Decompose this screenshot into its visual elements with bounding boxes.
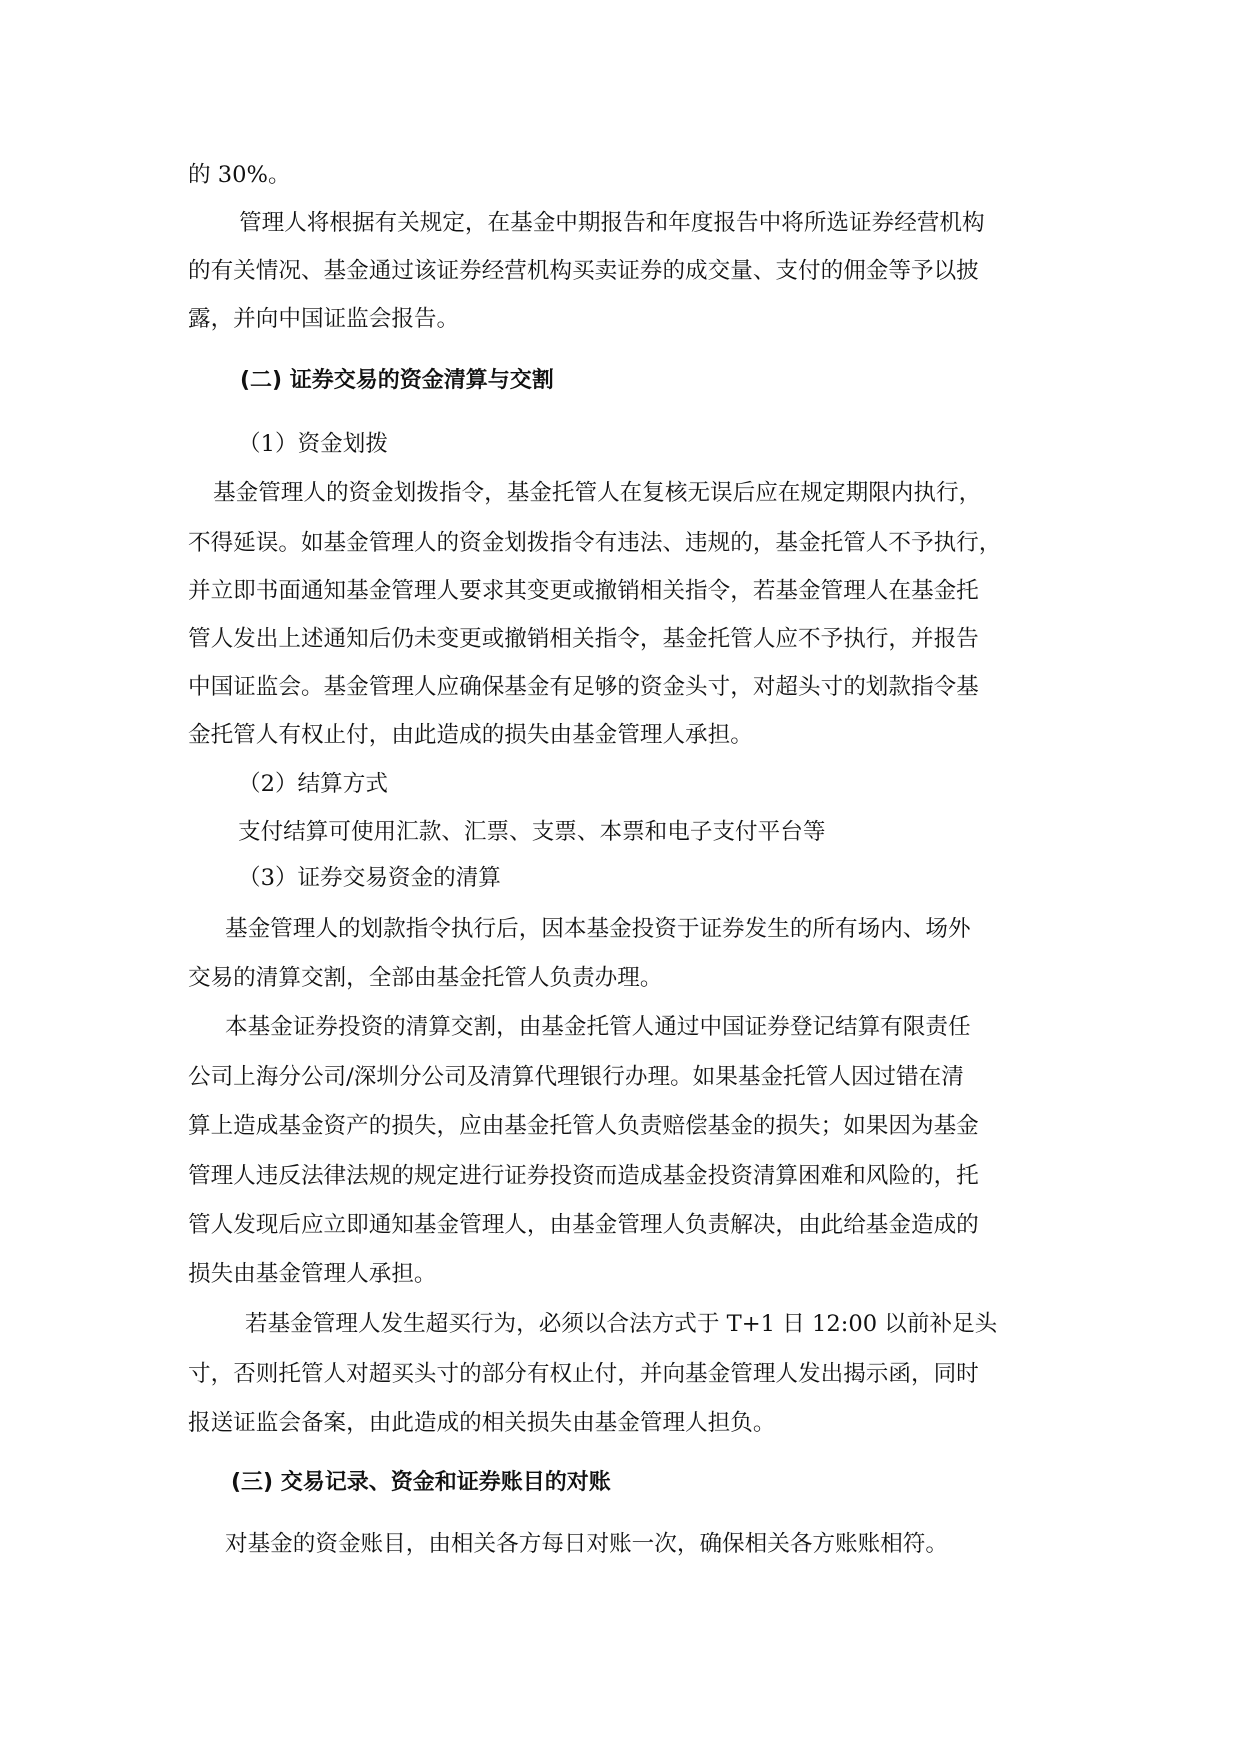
subsection-title: （3）证券交易资金的清算 <box>238 865 501 891</box>
paragraph-line: 管理人将根据有关规定，在基金中期报告和年度报告中将所选证券经营机构 <box>239 210 985 236</box>
paragraph-line: 的有关情况、基金通过该证券经营机构买卖证券的成交量、支付的佣金等予以披 <box>188 258 979 284</box>
paragraph-line: 报送证监会备案，由此造成的相关损失由基金管理人担负。 <box>188 1410 776 1436</box>
paragraph-line: 管人发现后应立即通知基金管理人，由基金管理人负责解决，由此给基金造成的 <box>188 1212 979 1238</box>
paragraph-line: 不得延误。如基金管理人的资金划拨指令有违法、违规的，基金托管人不予执行， <box>188 530 1002 556</box>
paragraph-line: 的 30%。 <box>188 162 291 188</box>
paragraph-line: 若基金管理人发生超买行为，必须以合法方式于 T+1 日 12:00 以前补足头 <box>245 1311 998 1337</box>
section-heading: (二) 证券交易的资金清算与交割 <box>240 368 554 393</box>
paragraph-line: 公司上海分公司/深圳分公司及清算代理银行办理。如果基金托管人因过错在清 <box>188 1064 964 1090</box>
paragraph-line: 管理人违反法律法规的规定进行证券投资而造成基金投资清算困难和风险的，托 <box>188 1163 979 1189</box>
paragraph-line: 支付结算可使用汇款、汇票、支票、本票和电子支付平台等 <box>238 819 826 845</box>
subsection-title: （1）资金划拨 <box>238 431 388 457</box>
paragraph-line: 金托管人有权止付，由此造成的损失由基金管理人承担。 <box>188 722 753 748</box>
paragraph-line: 基金管理人的资金划拨指令，基金托管人在复核无误后应在规定期限内执行， <box>213 480 982 506</box>
subsection-title: （2）结算方式 <box>238 771 388 797</box>
paragraph-line: 并立即书面通知基金管理人要求其变更或撤销相关指令，若基金管理人在基金托 <box>188 578 979 604</box>
paragraph-line: 交易的清算交割，全部由基金托管人负责办理。 <box>188 965 663 991</box>
paragraph-line: 对基金的资金账目，由相关各方每日对账一次，确保相关各方账账相符。 <box>225 1531 948 1557</box>
paragraph-line: 中国证监会。基金管理人应确保基金有足够的资金头寸，对超头寸的划款指令基 <box>188 674 979 700</box>
section-heading: (三) 交易记录、资金和证券账目的对账 <box>231 1470 611 1495</box>
paragraph-line: 管人发出上述通知后仍未变更或撤销相关指令，基金托管人应不予执行，并报告 <box>188 626 979 652</box>
paragraph-line: 寸，否则托管人对超买头寸的部分有权止付，并向基金管理人发出揭示函，同时 <box>188 1361 979 1387</box>
paragraph-line: 露，并向中国证监会报告。 <box>188 306 460 332</box>
paragraph-line: 算上造成基金资产的损失，应由基金托管人负责赔偿基金的损失；如果因为基金 <box>188 1113 979 1139</box>
paragraph-line: 本基金证券投资的清算交割，由基金托管人通过中国证券登记结算有限责任 <box>225 1014 971 1040</box>
paragraph-line: 损失由基金管理人承担。 <box>188 1261 437 1287</box>
paragraph-line: 基金管理人的划款指令执行后，因本基金投资于证券发生的所有场内、场外 <box>225 916 971 942</box>
